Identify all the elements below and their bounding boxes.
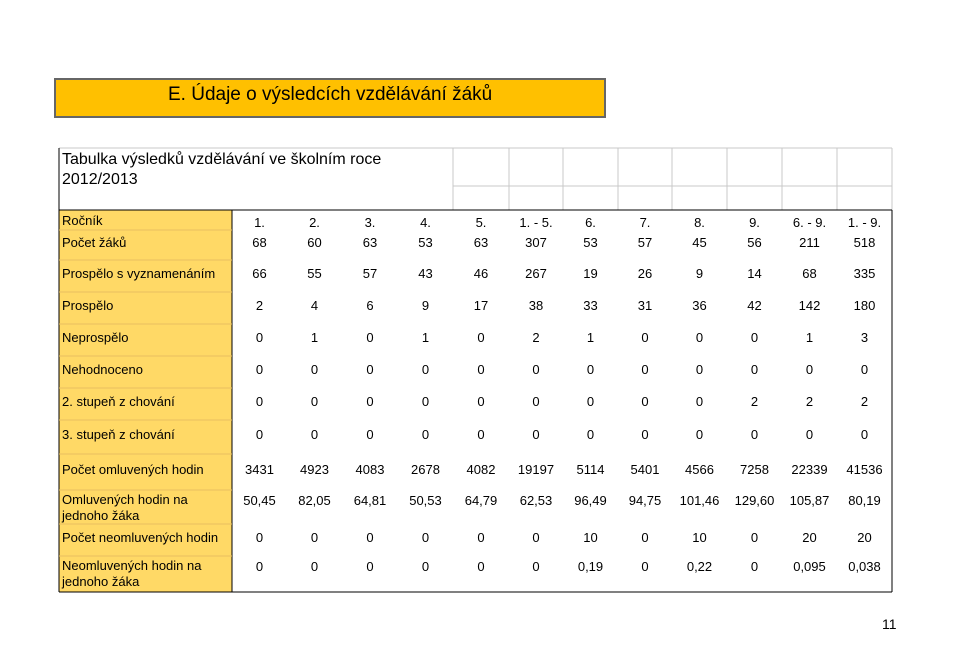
row-header-label: Ročník xyxy=(62,213,103,228)
table-cell: 0 xyxy=(532,530,540,545)
table-cell: 0 xyxy=(310,394,319,409)
table-cell: 518 xyxy=(853,235,876,250)
row-label: Neprospělo xyxy=(62,330,129,345)
table-cell: 1 xyxy=(310,330,319,345)
table-cell: 0 xyxy=(750,427,759,442)
section-heading: E. Údaje o výsledcích vzdělávání žáků xyxy=(168,84,493,105)
table-title: Tabulka výsledků vzdělávání ve školním roce 2012/2013 xyxy=(62,151,382,188)
table-cell: 0 xyxy=(421,427,430,442)
row-label: Neomluvených hodin na jednoho žáka xyxy=(62,558,202,589)
table-cell: 4566 xyxy=(685,462,714,477)
table-cell: 0 xyxy=(310,530,319,545)
table-cell: 2 xyxy=(860,394,869,409)
table-cell: 57 xyxy=(637,235,653,250)
row-label: Prospělo xyxy=(62,298,114,313)
table-cell: 9 xyxy=(421,298,430,313)
table-cell: 10 xyxy=(692,530,707,545)
column-header: 5. xyxy=(475,215,487,230)
column-header: 2. xyxy=(309,215,320,230)
table-cell: 1 xyxy=(421,330,430,345)
table-cell: 55 xyxy=(307,266,322,281)
table-cell: 0 xyxy=(641,330,649,345)
table-cell: 0 xyxy=(255,530,264,545)
table-cell: 0 xyxy=(477,530,485,545)
table-cell: 5114 xyxy=(576,462,605,477)
table-cell: 101,46 xyxy=(679,493,720,508)
table-cell: 180 xyxy=(853,298,876,313)
table-cell: 0 xyxy=(750,330,759,345)
table-cell: 4 xyxy=(310,298,319,313)
column-header: 4. xyxy=(420,215,431,230)
table-cell: 4082 xyxy=(466,462,496,477)
table-cell: 267 xyxy=(525,266,547,281)
table-cell: 14 xyxy=(747,266,762,281)
column-header: 3. xyxy=(364,215,376,230)
table-cell: 96,49 xyxy=(574,493,607,508)
table-cell: 0 xyxy=(255,394,264,409)
table-cell: 0 xyxy=(532,394,540,409)
table-cell: 0 xyxy=(805,427,814,442)
table-cell: 41536 xyxy=(846,462,883,477)
table-cell: 0,19 xyxy=(577,559,604,574)
table-cell: 60 xyxy=(307,235,322,250)
table-cell: 66 xyxy=(252,266,267,281)
table-cell: 0 xyxy=(750,362,759,377)
table-cell: 1 xyxy=(805,330,814,345)
row-label: Omluvených hodin na jednoho žáka xyxy=(62,492,188,523)
table-cell: 80,19 xyxy=(848,493,881,508)
table-cell: 45 xyxy=(692,235,707,250)
table-cell: 50,53 xyxy=(409,493,442,508)
table-cell: 56 xyxy=(747,235,762,250)
table-cell: 335 xyxy=(853,266,876,281)
table-cell: 7258 xyxy=(740,462,769,477)
table-cell: 17 xyxy=(473,298,489,313)
table-cell: 0 xyxy=(586,427,595,442)
column-header: 9. xyxy=(749,215,760,230)
column-header: 6. - 9. xyxy=(792,215,827,230)
table-cell: 142 xyxy=(798,298,821,313)
table-cell: 2 xyxy=(255,298,264,313)
table-cell: 4923 xyxy=(300,462,329,477)
column-header: 6. xyxy=(585,215,596,230)
column-header: 1. xyxy=(254,215,265,230)
column-header: 1. - 9. xyxy=(847,215,882,230)
table-cell: 10 xyxy=(583,530,598,545)
table-cell: 0 xyxy=(477,394,485,409)
table-cell: 20 xyxy=(802,530,817,545)
table-cell: 0 xyxy=(641,362,649,377)
table-cell: 3 xyxy=(860,330,869,345)
table-cell: 57 xyxy=(362,266,378,281)
table-cell: 26 xyxy=(637,266,653,281)
table-cell: 0 xyxy=(805,362,814,377)
table-cell: 2 xyxy=(532,330,540,345)
table-cell: 68 xyxy=(802,266,817,281)
table-cell: 0 xyxy=(750,530,759,545)
table-cell: 105,87 xyxy=(789,493,830,508)
table-cell: 0 xyxy=(255,427,264,442)
table-cell: 94,75 xyxy=(628,493,662,508)
table-cell: 0 xyxy=(641,530,649,545)
table-cell: 0 xyxy=(532,427,540,442)
table-cell: 31 xyxy=(637,298,653,313)
table-cell: 0 xyxy=(860,427,869,442)
column-header: 7. xyxy=(639,215,651,230)
table-cell: 42 xyxy=(747,298,762,313)
column-header: 1. - 5. xyxy=(519,215,553,230)
table-cell: 0 xyxy=(477,330,485,345)
table-cell: 0 xyxy=(421,394,430,409)
table-cell: 22339 xyxy=(791,462,828,477)
table-cell: 1 xyxy=(586,330,595,345)
table-cell: 129,60 xyxy=(734,493,775,508)
table-cell: 0 xyxy=(586,362,595,377)
table-cell: 68 xyxy=(252,235,267,250)
table-cell: 0 xyxy=(255,330,264,345)
table-cell: 307 xyxy=(525,235,547,250)
table-cell: 0 xyxy=(695,362,704,377)
table-cell: 0 xyxy=(421,362,430,377)
row-label: 2. stupeň z chování xyxy=(62,394,175,409)
table-cell: 19197 xyxy=(517,462,555,477)
table-cell: 211 xyxy=(799,235,820,250)
table-cell: 0 xyxy=(421,530,430,545)
table-cell: 0 xyxy=(750,559,759,574)
table-cell: 0 xyxy=(310,362,319,377)
table-cell: 2 xyxy=(805,394,814,409)
table-cell: 20 xyxy=(857,530,872,545)
table-cell: 62,53 xyxy=(519,493,553,508)
table-cell: 0 xyxy=(641,559,649,574)
table-cell: 0 xyxy=(695,330,704,345)
table-cell: 0 xyxy=(310,427,319,442)
table-cell: 0 xyxy=(310,559,319,574)
table-cell: 9 xyxy=(695,266,704,281)
table-cell: 0 xyxy=(695,394,704,409)
table-cell: 53 xyxy=(418,235,433,250)
table-cell: 0 xyxy=(695,427,704,442)
table-cell: 0 xyxy=(421,559,430,574)
table-cell: 50,45 xyxy=(243,493,276,508)
table-cell: 0 xyxy=(366,559,374,574)
table-cell: 0 xyxy=(255,362,264,377)
table-cell: 0 xyxy=(477,559,485,574)
table-cell: 0 xyxy=(366,394,374,409)
table-cell: 33 xyxy=(583,298,598,313)
table-cell: 0 xyxy=(366,530,374,545)
table-cell: 0,22 xyxy=(686,559,713,574)
table-cell: 0 xyxy=(860,362,869,377)
table-cell: 82,05 xyxy=(298,493,331,508)
table-cell: 0 xyxy=(366,427,374,442)
table-cell: 19 xyxy=(583,266,598,281)
table-cell: 0 xyxy=(255,559,264,574)
table-cell: 0 xyxy=(641,394,649,409)
column-header: 8. xyxy=(694,215,705,230)
table-cell: 64,79 xyxy=(464,493,498,508)
row-label: Prospělo s vyznamenáním xyxy=(62,266,216,281)
table-cell: 63 xyxy=(362,235,378,250)
table-cell: 2 xyxy=(750,394,759,409)
table-cell: 6 xyxy=(366,298,374,313)
row-label: 3. stupeň z chování xyxy=(62,427,175,442)
table-cell: 0 xyxy=(586,394,595,409)
table-cell: 0,095 xyxy=(793,559,826,574)
table-cell: 0 xyxy=(532,362,540,377)
table-cell: 0 xyxy=(477,362,485,377)
table-cell: 63 xyxy=(473,235,489,250)
table-cell: 36 xyxy=(692,298,707,313)
table-cell: 53 xyxy=(583,235,598,250)
page-number: 11 xyxy=(882,616,897,632)
table-cell: 0,038 xyxy=(848,559,881,574)
table-cell: 0 xyxy=(366,362,374,377)
table-cell: 3431 xyxy=(245,462,274,477)
row-label: Nehodnoceno xyxy=(62,362,143,377)
table-cell: 0 xyxy=(477,427,485,442)
table-cell: 0 xyxy=(366,330,374,345)
table-cell: 38 xyxy=(528,298,544,313)
table-cell: 0 xyxy=(641,427,649,442)
table-cell: 4083 xyxy=(355,462,385,477)
table-cell: 43 xyxy=(418,266,433,281)
table-cell: 5401 xyxy=(630,462,660,477)
table-cell: 46 xyxy=(473,266,489,281)
row-label: Počet žáků xyxy=(62,235,127,250)
table-cell: 0 xyxy=(532,559,540,574)
row-label: Počet neomluvených hodin xyxy=(62,530,219,545)
table-cell: 64,81 xyxy=(353,493,387,508)
row-label: Počet omluvených hodin xyxy=(62,462,204,477)
table-cell: 2678 xyxy=(411,462,440,477)
